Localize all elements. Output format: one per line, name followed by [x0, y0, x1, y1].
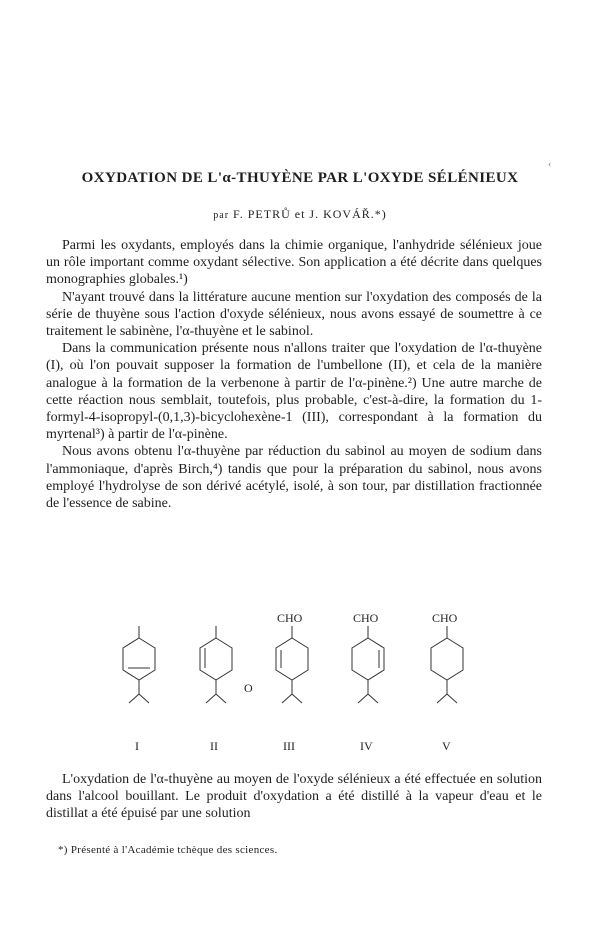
article-body	[46, 237, 542, 512]
structure-V	[431, 626, 463, 703]
article-body-continued	[46, 771, 542, 823]
article-title: OXYDATION DE L'α-THUYÈNE PAR L'OXYDE SÉLÉNIEUX	[81, 170, 519, 186]
paragraph-1: Parmi les oxydants, employés dans la chimie organique, l'anhydride sélénieux joue un rôle important comme oxydant sélective. Son application a été décrite dans quelques monographies globales.¹)	[46, 238, 542, 288]
label-II: II	[210, 739, 218, 753]
label-V: V	[442, 739, 451, 753]
paragraph-4: Nous avons obtenu l'α-thuyène par réduction du sabinol au moyen de sodium dans l'ammoniaque, d'après Birch,⁴) tandis que pour la préparation du sabinol, nous avons employé l'hydrolyse de son dérivé acétylé, isolé, à son tour, par distillation fractionnée de l'essence de sabine.	[46, 444, 542, 512]
cho-label-V: CHO	[432, 612, 458, 625]
authors-line	[0, 207, 600, 222]
paragraph-5: L'oxydation de l'α-thuyène au moyen de l'oxyde sélénieux a été effectuée en solution dans l'alcool bouillant. Le produit d'oxydation a été distillé à la vapeur d'eau et le distillat a été épuisé par une solution	[46, 772, 542, 822]
oxygen-label: O	[244, 681, 253, 695]
label-IV: IV	[360, 739, 373, 753]
authors-names: F. PETRŮ et J. KOVÁŘ.*)	[233, 207, 387, 221]
structure-III	[276, 626, 308, 703]
label-I: I	[135, 739, 139, 753]
structure-IV	[352, 626, 384, 703]
label-III: III	[283, 739, 295, 753]
structure-II	[200, 626, 232, 703]
margin-mark: ‹	[548, 159, 552, 170]
structures-figure	[95, 612, 515, 762]
paragraph-2: N'ayant trouvé dans la littérature aucune mention sur l'oxydation des composés de la série de thuyène sous l'action d'oxyde sélénieux, nous avons essayé de soumettre à ce traitement le sabinène, l'α-thuyène et le sabinol.	[46, 289, 542, 340]
paragraph-3: Dans la communication présente nous n'allons traiter que l'oxydation de l'α-thuyène (I), où l'on pouvait supposer la formation de l'umbellone (II), et cela de la manière analogue à la formation de la verbenone à partir de l'α-pinène.²) Une autre marche de cette réaction nous semblait, toutefois, plus probable, c'est-à-dire, la formation du 1-formyl-4-isopropyl-(0,1,3)-bicyclohexène-1 (III), correspondant à la formation du myrtenal³) à partir de l'α-pinène.	[46, 341, 542, 443]
footnote: *) Présenté à l'Académie tchèque des sciences.	[58, 844, 278, 856]
cho-label-IV: CHO	[353, 612, 379, 625]
authors-prefix: par	[213, 210, 230, 221]
structure-I	[123, 626, 155, 703]
cho-label-III: CHO	[277, 612, 303, 625]
